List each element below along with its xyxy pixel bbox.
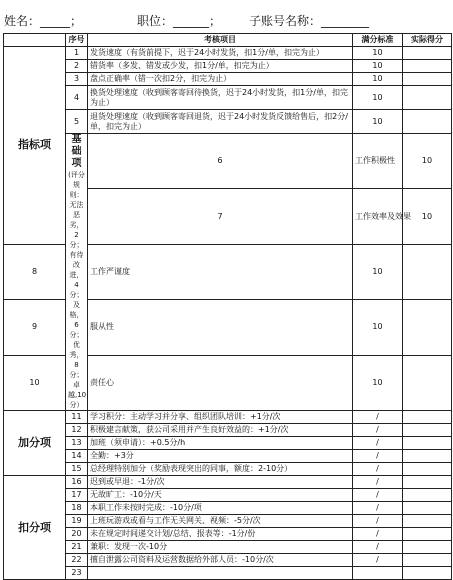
col-header-actual-score: 实际得分 — [403, 34, 452, 47]
row-full-score: 10 — [403, 189, 452, 244]
table-row — [4, 528, 452, 541]
row-item: 退货处理速度（收到顾客寄回退货，迟于24小时发货反馈给售后，扣2分/单，扣完为止） — [88, 110, 353, 134]
row-full-score: 10 — [353, 47, 403, 60]
row-actual-score-cell[interactable] — [403, 437, 452, 450]
table-row — [4, 541, 452, 554]
table-row — [4, 47, 452, 60]
col-header-full-score: 满分标准 — [353, 34, 403, 47]
row-seq: 10 — [4, 355, 66, 410]
row-seq: 15 — [66, 463, 88, 476]
category-indicator: 指标项 — [4, 47, 66, 245]
row-item: 迟到或早退：-1分/次 — [88, 476, 353, 489]
row-actual-score-cell[interactable] — [403, 73, 452, 86]
table-row — [4, 554, 452, 567]
table-row — [4, 60, 452, 73]
table-row — [4, 134, 452, 189]
row-full-score: / — [353, 450, 403, 463]
row-actual-score-cell[interactable] — [403, 244, 452, 299]
category-bonus: 加分项 — [4, 411, 66, 476]
row-item: 学习积分：主动学习并分享、组织团队培训：+1分/次 — [88, 411, 353, 424]
col-header-item: 考核项目 — [88, 34, 353, 47]
row-actual-score-cell[interactable] — [403, 463, 452, 476]
row-full-score: / — [353, 476, 403, 489]
row-item: 盘点正确率（错一次扣2分，扣完为止） — [88, 73, 353, 86]
name-field-label[interactable]: 姓名：_____； — [4, 14, 83, 28]
row-full-score: 10 — [353, 60, 403, 73]
row-seq: 18 — [66, 502, 88, 515]
row-item: 积极建言献策，获公司采用并产生良好效益的：+1分/次 — [88, 424, 353, 437]
row-full-score: / — [353, 528, 403, 541]
row-seq: 1 — [66, 47, 88, 60]
row-full-score: 10 — [353, 110, 403, 134]
row-full-score: / — [353, 424, 403, 437]
row-full-score: / — [353, 411, 403, 424]
row-seq: 4 — [66, 86, 88, 110]
row-seq: 8 — [4, 244, 66, 299]
row-actual-score-cell[interactable] — [403, 355, 452, 410]
assessment-table — [3, 33, 452, 580]
table-row — [4, 567, 452, 580]
row-item: 本职工作未按时完成：-10分/项 — [88, 502, 353, 515]
table-row — [4, 515, 452, 528]
row-item: 工作严谨度 — [88, 244, 353, 299]
row-full-score: 10 — [403, 134, 452, 189]
row-seq: 2 — [66, 60, 88, 73]
row-actual-score-cell[interactable] — [403, 60, 452, 73]
row-seq: 13 — [66, 437, 88, 450]
table-row — [4, 437, 452, 450]
category-basic — [66, 134, 88, 411]
row-seq: 7 — [88, 189, 353, 244]
row-full-score — [353, 567, 403, 580]
row-full-score: 10 — [353, 244, 403, 299]
category-deduct: 扣分项 — [4, 476, 66, 580]
row-item: 无故旷工：-10分/天 — [88, 489, 353, 502]
table-row — [4, 463, 452, 476]
row-seq: 3 — [66, 73, 88, 86]
row-seq: 23 — [66, 567, 88, 580]
row-seq: 5 — [66, 110, 88, 134]
row-full-score: 10 — [353, 86, 403, 110]
row-full-score: / — [353, 489, 403, 502]
row-item: 责任心 — [88, 355, 353, 410]
table-row — [4, 86, 452, 110]
table-row — [4, 73, 452, 86]
row-item: 全勤：+3分 — [88, 450, 353, 463]
row-actual-score-cell[interactable] — [403, 502, 452, 515]
category-basic-title: 基础项 — [71, 134, 82, 169]
row-item: 发货速度（有货前提下，迟于24小时发货，扣1分/单，扣完为止） — [88, 47, 353, 60]
row-seq: 9 — [4, 300, 66, 355]
category-basic-note: (评分规则：无法恶劣，2分；有待改进，4分；及格，6分；优秀，8分；卓越,10分） — [68, 171, 87, 409]
row-full-score: / — [353, 515, 403, 528]
row-item: 服从性 — [88, 300, 353, 355]
row-actual-score-cell[interactable] — [403, 541, 452, 554]
row-actual-score-cell[interactable] — [403, 528, 452, 541]
row-actual-score-cell[interactable] — [403, 411, 452, 424]
row-actual-score-cell[interactable] — [403, 554, 452, 567]
row-seq: 22 — [66, 554, 88, 567]
row-actual-score-cell[interactable] — [403, 567, 452, 580]
row-actual-score-cell[interactable] — [403, 450, 452, 463]
row-actual-score-cell[interactable] — [403, 47, 452, 60]
form-header — [4, 12, 453, 30]
table-row — [4, 110, 452, 134]
row-actual-score-cell[interactable] — [403, 300, 452, 355]
row-item: 工作效率及效果 — [353, 189, 403, 244]
row-item: 总经理特别加分（奖励表现突出的同事，额度：2-10分） — [88, 463, 353, 476]
row-item — [88, 567, 353, 580]
table-row — [4, 411, 452, 424]
row-item: 擅自泄露公司资料及运营数据给外部人员：-10分/次 — [88, 554, 353, 567]
row-item: 加班（须申请）：+0.5分/h — [88, 437, 353, 450]
row-full-score: / — [353, 437, 403, 450]
row-actual-score-cell[interactable] — [403, 489, 452, 502]
row-full-score: 10 — [353, 300, 403, 355]
row-seq: 20 — [66, 528, 88, 541]
table-header-row — [4, 34, 452, 47]
row-full-score: 10 — [353, 355, 403, 410]
row-seq: 14 — [66, 450, 88, 463]
row-full-score: / — [353, 554, 403, 567]
table-row — [4, 424, 452, 437]
row-item: 未在规定时间递交计划/总结、报表等：-1分/份 — [88, 528, 353, 541]
row-item: 兼职：发现一次-10分 — [88, 541, 353, 554]
table-row — [4, 489, 452, 502]
row-seq: 6 — [88, 134, 353, 189]
row-item: 上班玩游戏或看与工作无关网关、视频：-5分/次 — [88, 515, 353, 528]
row-full-score: / — [353, 502, 403, 515]
row-actual-score-cell[interactable] — [403, 515, 452, 528]
row-item: 错货率（多发、错发或少发，扣1分/单，扣完为止） — [88, 60, 353, 73]
row-actual-score-cell[interactable] — [403, 110, 452, 134]
row-item: 工作积极性 — [353, 134, 403, 189]
row-actual-score-cell[interactable] — [403, 86, 452, 110]
row-full-score: / — [353, 463, 403, 476]
position-field-label[interactable]: 职位：______； — [137, 14, 222, 28]
row-actual-score-cell[interactable] — [403, 476, 452, 489]
row-full-score: 10 — [353, 73, 403, 86]
row-seq: 21 — [66, 541, 88, 554]
row-actual-score-cell[interactable] — [403, 424, 452, 437]
row-seq: 12 — [66, 424, 88, 437]
row-seq: 16 — [66, 476, 88, 489]
row-seq: 17 — [66, 489, 88, 502]
table-row — [4, 502, 452, 515]
col-header-category — [4, 34, 66, 47]
table-row — [4, 476, 452, 489]
row-seq: 11 — [66, 411, 88, 424]
row-seq: 19 — [66, 515, 88, 528]
row-item: 换货处理速度（收到顾客寄回待换货，迟于24小时发货，扣1分/单，扣完为止） — [88, 86, 353, 110]
row-full-score: / — [353, 541, 403, 554]
account-field-label[interactable]: 子账号名称：________ — [249, 14, 370, 28]
col-header-seq: 序号 — [66, 34, 88, 47]
table-row — [4, 450, 452, 463]
